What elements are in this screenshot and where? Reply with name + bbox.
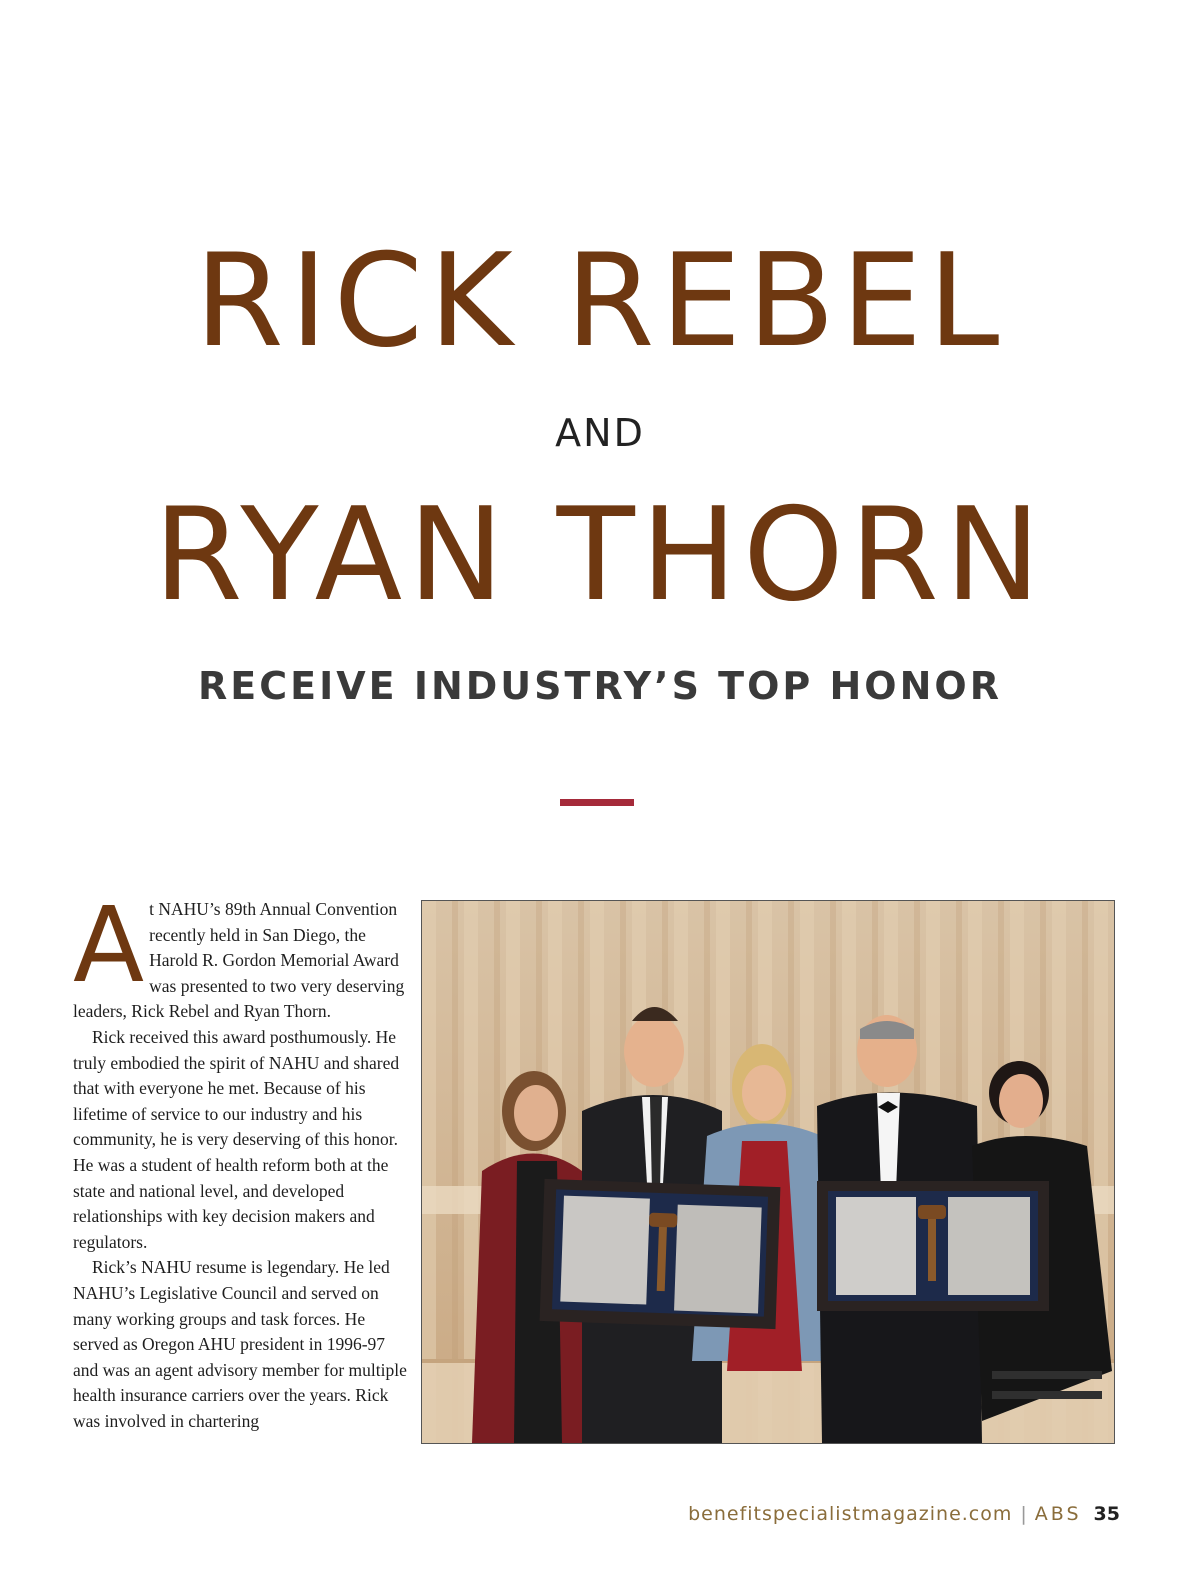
headline-name-rick-rebel: RICK REBEL [194, 227, 1006, 376]
page-number: 35 [1093, 1503, 1120, 1525]
paragraph-1-text: t NAHU’s 89th Annual Convention recently held in San Diego, the Harold R. Gordon Memorial Award was presented to two very deserving leaders, Rick Rebel and Ryan Thorn. [73, 899, 405, 1022]
footer-magazine-name: ABS [1034, 1503, 1082, 1525]
article-paragraph-1 [73, 884, 413, 1025]
drop-cap: A [73, 884, 145, 1006]
award-photo [421, 900, 1115, 1444]
page-footer [688, 1503, 1120, 1525]
footer-website: benefitspecialistmagazine.com [688, 1503, 1013, 1525]
headline-subtitle: RECEIVE INDUSTRY’S TOP HONOR [198, 664, 1002, 708]
award-ceremony-image [422, 901, 1114, 1443]
article-paragraph-2: Rick received this award posthumously. He truly embodied the spirit of NAHU and shared that with everyone he met. Because of his lifetime of service to our industry and his community, he is very deserving of this honor. He was a student of health reform both at the state and national level, and developed relationships with key decision makers and regulators. [73, 1026, 400, 1252]
headline-and: AND [555, 411, 645, 455]
article-body [73, 884, 413, 1434]
article-paragraph-3: Rick’s NAHU resume is legendary. He led NAHU’s Legislative Council and served on many working groups and task forces. He served as Oregon AHU president in 1996-97 and was an agent advisory member for multiple health insurance carriers over the years. Rick was involved in chartering [73, 1257, 407, 1431]
accent-divider [560, 799, 634, 806]
headline-name-ryan-thorn: RYAN THORN [153, 481, 1047, 630]
footer-separator: | [1020, 1503, 1027, 1525]
